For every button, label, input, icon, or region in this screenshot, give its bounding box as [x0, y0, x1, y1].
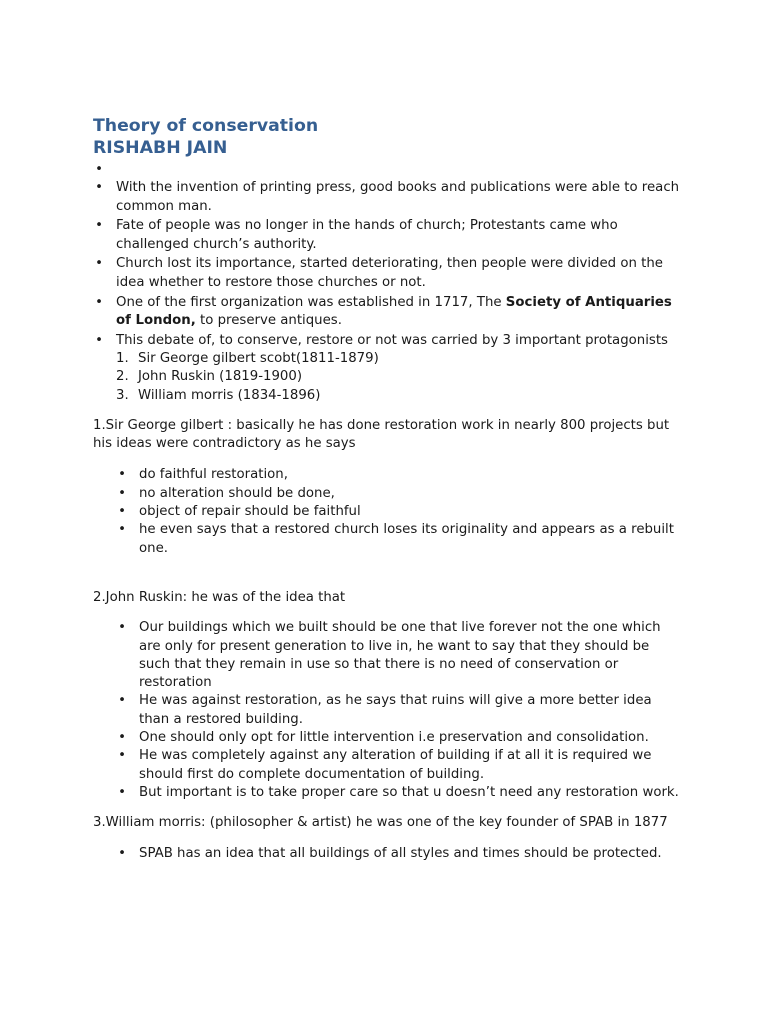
protagonist-name: Sir George gilbert scobt(1811-1879): [138, 350, 379, 366]
bullet-text: do faithful restoration,: [139, 467, 288, 483]
protagonist-item: [116, 387, 683, 405]
item-number: 1.: [116, 350, 129, 366]
bullet-icon: •: [118, 467, 126, 483]
list-item: [116, 503, 683, 521]
bullet-text: object of repair should be faithful: [139, 504, 361, 520]
list-item: [116, 845, 683, 863]
scott-points: [116, 466, 683, 557]
bullet-text: no alteration should be done,: [139, 485, 335, 501]
bullet-icon: •: [118, 784, 126, 800]
author-name: RISHABH JAIN: [93, 138, 228, 158]
bullet-icon: •: [118, 748, 126, 764]
list-item: [93, 179, 683, 216]
bullet-icon: •: [118, 845, 126, 861]
ruskin-paragraph: 2.John Ruskin: he was of the idea that: [93, 589, 346, 605]
bullet-icon: •: [118, 485, 126, 501]
list-item: [93, 255, 683, 292]
protagonist-name: William morris (1834-1896): [138, 387, 321, 403]
intro-bullet-list: [93, 161, 683, 350]
society-text-after: to preserve antiques.: [195, 312, 342, 328]
protagonist-name: John Ruskin (1819-1900): [138, 369, 303, 385]
bullet-text: he even says that a restored church loses its originality and appears as a rebuilt one.: [139, 522, 674, 556]
bullet-icon: •: [95, 180, 103, 196]
bullet-icon: •: [95, 162, 103, 177]
bullet-text: [116, 295, 672, 328]
bullet-icon: •: [95, 294, 103, 310]
bullet-text: Our buildings which we built should be one that live forever not the one which are only for present generation to live in, he want to say that they should be such that they remain in use so that there is no need of conservation or restoration: [139, 620, 661, 691]
list-item: [93, 161, 683, 179]
list-item: [116, 729, 683, 747]
bullet-text: SPAB has an idea that all buildings of all styles and times should be protected.: [139, 845, 662, 861]
list-item: [116, 692, 683, 729]
bullet-text: Fate of people was no longer in the hands of church; Protestants came who challenged church’s authority.: [116, 218, 618, 252]
bullet-text: Church lost its importance, started deteriorating, then people were divided on the idea whether to restore those churches or not.: [116, 256, 663, 290]
bullet-text: This debate of, to conserve, restore or not was carried by 3 important protagonists: [116, 332, 668, 348]
protagonist-list: [116, 350, 683, 405]
list-item: [116, 619, 683, 692]
bullet-text: One should only opt for little intervention i.e preservation and consolidation.: [139, 730, 649, 746]
document-body: [93, 161, 683, 863]
bullet-text: He was completely against any alteration of building if at all it is required we should first do complete documentation of building.: [139, 748, 652, 782]
bullet-text: He was against restoration, as he says that ruins will give a more better idea than a restored building.: [139, 693, 652, 727]
protagonist-item: [116, 350, 683, 368]
ruskin-points: [116, 619, 683, 802]
list-item: [116, 747, 683, 784]
document-title: Theory of conservation: [93, 116, 319, 136]
list-item: [93, 217, 683, 254]
list-item: [93, 294, 683, 331]
list-item: [116, 784, 683, 802]
bullet-icon: •: [118, 522, 126, 538]
morris-points: [116, 845, 683, 863]
society-text-before: One of the first organization was established in 1717, The: [116, 294, 506, 310]
bullet-icon: •: [118, 620, 126, 636]
society-name: Society of Antiquaries of London,: [116, 294, 672, 328]
bullet-text: But important is to take proper care so that u doesn’t need any restoration work.: [139, 784, 679, 800]
list-item: [116, 485, 683, 503]
scott-paragraph: 1.Sir George gilbert : basically he has done restoration work in nearly 800 projects but his ideas were contradictory as he says: [93, 417, 670, 452]
bullet-icon: •: [95, 256, 103, 272]
item-number: 3.: [116, 387, 129, 403]
list-item: [116, 521, 683, 558]
list-item: [93, 332, 683, 350]
title-block: [93, 115, 318, 159]
bullet-icon: •: [95, 332, 103, 348]
bullet-icon: •: [118, 693, 126, 709]
morris-paragraph: 3.William morris: (philosopher & artist) he was one of the key founder of SPAB in 1877: [93, 815, 668, 831]
bullet-icon: •: [118, 504, 126, 520]
item-number: 2.: [116, 369, 129, 385]
list-item: [116, 466, 683, 484]
bullet-text: With the invention of printing press, good books and publications were able to reach common man.: [116, 180, 680, 214]
bullet-icon: •: [118, 730, 126, 746]
bullet-icon: •: [95, 218, 103, 234]
protagonist-item: [116, 368, 683, 386]
